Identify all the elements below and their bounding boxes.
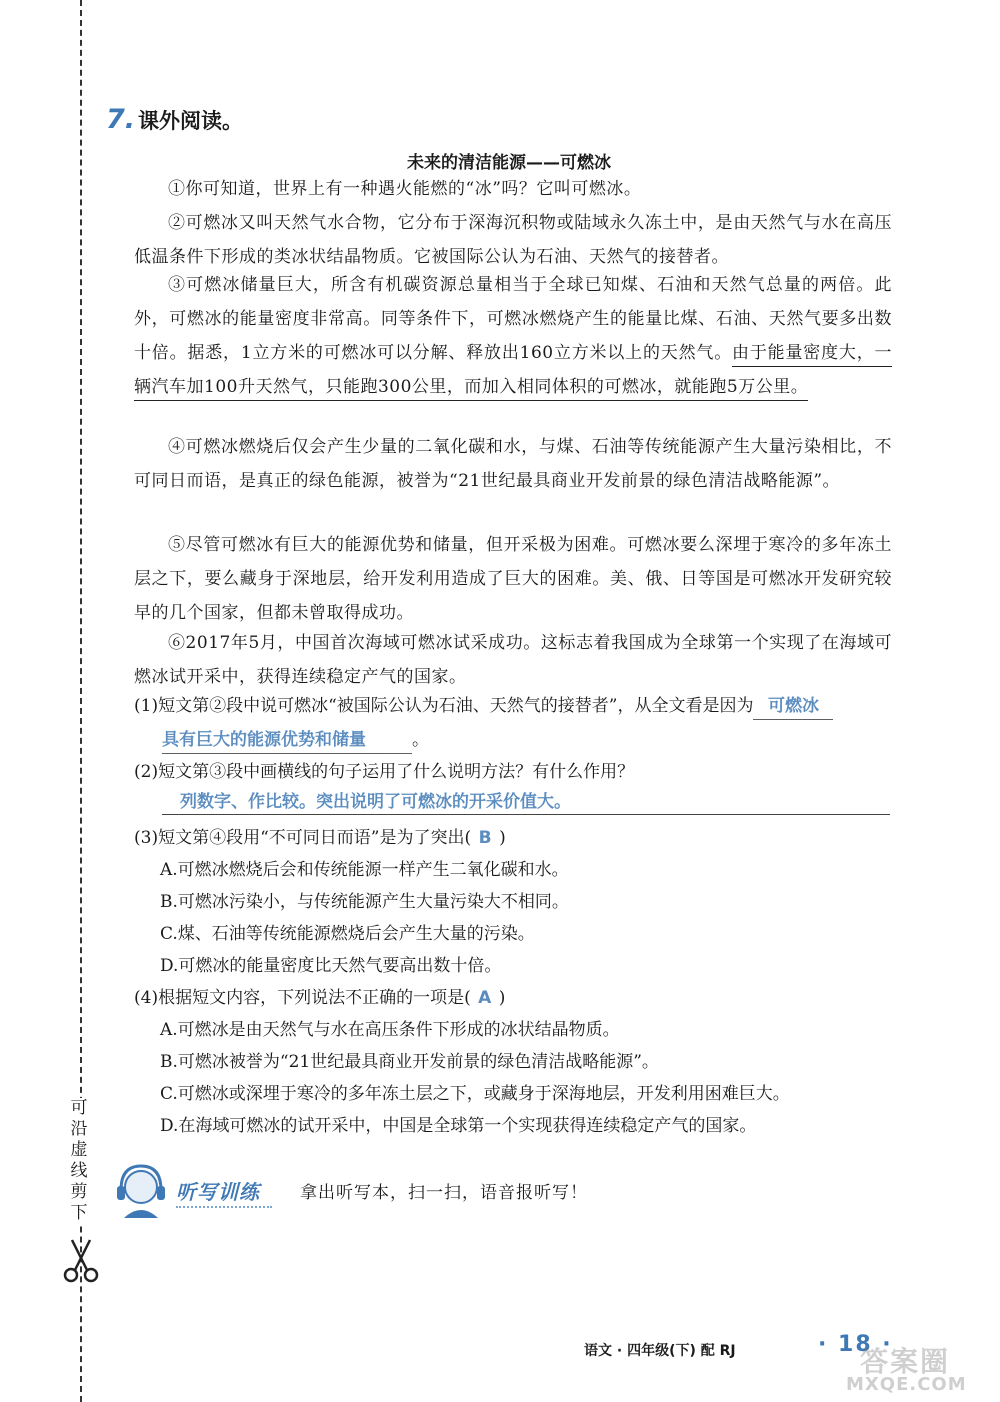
dictation-section <box>112 1160 912 1222</box>
article-title: 未来的清洁能源——可燃冰 <box>407 153 611 173</box>
article-paragraph-4: ④可燃冰燃烧后仅会产生少量的二氧化碳和水，与煤、石油等传统能源产生大量污染相比，不可同日而语，是真正的绿色能源，被誉为“21世纪最具商业开发前景的绿色清洁战略能源”。 <box>134 437 892 491</box>
dictation-text: 拿出听写本，扫一扫，语音报听写！ <box>300 1183 588 1203</box>
underlined-sentence: 由于能量密度大，一辆汽车加100升天然气，只能跑300公里，而加入相同体积的可燃冰，就能跑5万公里。 <box>134 343 892 401</box>
q3-option-d: D.可燃冰的能量密度比天然气要高出数十倍。 <box>160 956 502 976</box>
cut-note: 可 沿 虚 线 剪 下 <box>64 1098 94 1224</box>
q1-answer-blank[interactable]: 可燃冰 <box>753 693 833 720</box>
article-paragraph-5: ⑤尽管可燃冰有巨大的能源优势和储量，但开采极为困难。可燃冰要么深埋于寒冷的多年冻土层之下，要么藏身于深地层，给开发利用造成了巨大的困难。美、俄、日等国是可燃冰开发研究较早的几个国家，但都未曾取得成功。 <box>134 535 892 623</box>
q3-prompt: (3)短文第④段用“不可同日而语”是为了突出( B ) <box>134 822 506 854</box>
paragraph-3-text: ③可燃冰储量巨大，所含有机碳资源总量相当于全球已知煤、石油和天然气总量的两倍。此外，可燃冰的能量密度非常高。同等条件下，可燃冰燃烧产生的能量比煤、石油、天然气要多出数十倍。据悉，1立方米的可燃冰可以分解、释放出160立方米以上的天然气。 <box>134 275 892 363</box>
q4-option-b: B.可燃冰被誉为“21世纪最具商业开发前景的绿色清洁战略能源”。 <box>160 1052 659 1072</box>
q3-option-c: C.煤、石油等传统能源燃烧后会产生大量的污染。 <box>160 924 535 944</box>
q4-prompt: (4)根据短文内容，下列说法不正确的一项是( A ) <box>134 982 505 1014</box>
q3-option-a: A.可燃冰燃烧后会和传统能源一样产生二氧化碳和水。 <box>160 860 569 880</box>
q1-prompt: (1)短文第②段中说可燃冰“被国际公认为石油、天然气的接替者”，从全文看是因为 可燃冰 <box>134 690 833 722</box>
q4-option-c: C.可燃冰或深埋于寒冷的多年冻土层之下，或藏身于深海地层，开发利用困难巨大。 <box>160 1084 790 1104</box>
q2-answer: 列数字、作比较。突出说明了可燃冰的开采价值大。 <box>180 792 571 812</box>
scissors-icon <box>60 1238 102 1284</box>
question-number: 7. <box>106 104 136 135</box>
q4-option-a: A.可燃冰是由天然气与水在高压条件下形成的冰状结晶物质。 <box>160 1020 620 1040</box>
article-paragraph-1: ①你可知道，世界上有一种遇火能燃的“冰”吗？它叫可燃冰。 <box>168 179 642 199</box>
watermark: 答案圈 MXQE.COM <box>846 1345 967 1395</box>
dictation-label: 听写训练 <box>176 1180 260 1204</box>
page-number: · 18 · <box>818 1332 893 1357</box>
question-heading <box>106 104 243 135</box>
footer-subject: 语文 · 四年级(下) 配 RJ <box>584 1343 736 1359</box>
q2-prompt: (2)短文第③段中画横线的句子运用了什么说明方法？有什么作用？ <box>134 762 635 782</box>
article-paragraph-6: ⑥2017年5月，中国首次海域可燃冰试采成功。这标志着我国成为全球第一个实现了在海域可燃冰试开采中，获得连续稳定产气的国家。 <box>134 633 892 687</box>
headset-icon <box>112 1160 170 1220</box>
q4-option-d: D.在海域可燃冰的试开采中，中国是全球第一个实现获得连续稳定产气的国家。 <box>160 1116 757 1136</box>
q3-option-b: B.可燃冰污染小，与传统能源产生大量污染大不相同。 <box>160 892 569 912</box>
q1-answer-line2: 具有巨大的能源优势和储量 。 <box>162 724 429 756</box>
q1-answer-blank-2[interactable]: 具有巨大的能源优势和储量 <box>162 727 412 754</box>
dictation-underline <box>176 1206 272 1208</box>
question-title: 课外阅读。 <box>138 109 244 133</box>
article-paragraph-2: ②可燃冰又叫天然气水合物，它分布于深海沉积物或陆域永久冻土中，是由天然气与水在高压低温条件下形成的类冰状结晶物质。它被国际公认为石油、天然气的接替者。 <box>134 213 892 267</box>
q4-answer[interactable]: A <box>478 988 492 1008</box>
q3-answer[interactable]: B <box>478 828 492 848</box>
article-paragraph-3 <box>134 268 892 404</box>
